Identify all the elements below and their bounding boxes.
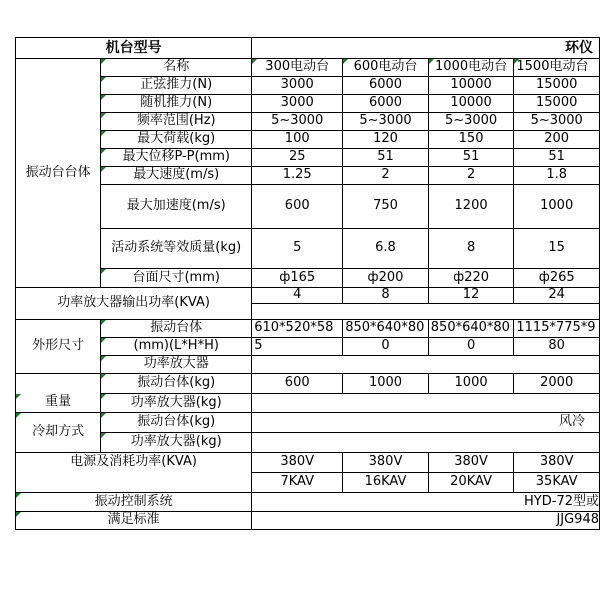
model-1000: 1000电动台: [428, 59, 514, 77]
group-dims: 外形尺寸: [16, 320, 101, 374]
mass-value: 5: [252, 229, 343, 269]
row-label-table: 台面尺寸(mm): [101, 269, 252, 288]
sine-value: 15000: [514, 77, 600, 95]
vel-value: 2: [343, 167, 429, 185]
name-row: [16, 59, 600, 77]
dim-value: 1115*775*9: [514, 320, 600, 338]
table-value: ф200: [343, 269, 429, 288]
controller-value: HYD-72型或: [252, 493, 600, 512]
disp-value: 51: [428, 149, 514, 167]
dim-value-2: 80: [514, 338, 600, 356]
vel-row: [16, 167, 600, 185]
dim-value-2: 0: [343, 338, 429, 356]
w-shaker-value: 600: [252, 374, 343, 394]
table-value: ф265: [514, 269, 600, 288]
table-value: ф165: [252, 269, 343, 288]
disp-value: 25: [252, 149, 343, 167]
group-power: 电源及消耗功率(KVA): [16, 453, 252, 493]
row-label-freq: 频率范围(Hz): [101, 113, 252, 131]
amp-value: 24: [514, 288, 600, 304]
row-label-load: 最大荷载(kg): [101, 131, 252, 149]
w-amp-blank: [252, 394, 600, 413]
mass-row: [16, 229, 600, 269]
row-label-vel: 最大速度(m/s): [101, 167, 252, 185]
row-label-disp: 最大位移P-P(mm): [101, 149, 252, 167]
disp-value: 51: [343, 149, 429, 167]
weight-amp-row: [16, 394, 600, 413]
model-1500: 1500电动台: [514, 59, 600, 77]
group-shaker: 振动台台体: [16, 59, 101, 288]
mass-value: 6.8: [343, 229, 429, 269]
power-kva: 35KAV: [514, 473, 600, 493]
freq-value: 5~3000: [343, 113, 429, 131]
mass-value: 15: [514, 229, 600, 269]
dim-amp-blank: [252, 356, 600, 374]
c-shaker-label: 振动台体(kg): [101, 413, 252, 433]
power-volt: 380V: [343, 453, 429, 473]
load-value: 120: [343, 131, 429, 149]
acc-value: 1000: [514, 185, 600, 229]
cooling-value: 风冷: [252, 413, 600, 433]
w-shaker-value: 1000: [428, 374, 514, 394]
load-value: 100: [252, 131, 343, 149]
group-weight-spacer: [16, 374, 101, 394]
dim-value: 850*640*80: [428, 320, 514, 338]
power-kva: 7KAV: [252, 473, 343, 493]
weight-shaker-row: [16, 374, 600, 394]
disp-value: 51: [514, 149, 600, 167]
random-value: 10000: [428, 95, 514, 113]
load-row: [16, 131, 600, 149]
vel-value: 1.25: [252, 167, 343, 185]
vel-value: 1.8: [514, 167, 600, 185]
freq-value: 5~3000: [428, 113, 514, 131]
random-value: 3000: [252, 95, 343, 113]
acc-value: 750: [343, 185, 429, 229]
c-amp-label: 功率放大器(kg): [101, 433, 252, 453]
dim-value: 610*520*58: [252, 320, 343, 338]
power-volt: 380V: [252, 453, 343, 473]
row-label-sine: 正弦推力(N): [101, 77, 252, 95]
model-300: 300电动台: [252, 59, 343, 77]
freq-value: 5~3000: [252, 113, 343, 131]
standard-row: [16, 512, 600, 530]
random-value: 15000: [514, 95, 600, 113]
series-header: 环仪: [252, 38, 600, 59]
w-shaker-value: 2000: [514, 374, 600, 394]
power-volt: 380V: [428, 453, 514, 473]
sine-row: [16, 77, 600, 95]
mass-value: 8: [428, 229, 514, 269]
dim-amp-label: 功率放大器: [101, 356, 252, 374]
cool-shaker-row: [16, 413, 600, 433]
amp-blank: [252, 304, 600, 320]
spec-table: [15, 37, 600, 530]
dim-value-2: 0: [428, 338, 514, 356]
w-amp-label: 功率放大器(kg): [101, 394, 252, 413]
vel-value: 2: [428, 167, 514, 185]
acc-row: [16, 185, 600, 229]
standard-value: JJG948: [252, 512, 600, 530]
table-size-row: [16, 269, 600, 288]
acc-value: 600: [252, 185, 343, 229]
power-kva: 16KAV: [343, 473, 429, 493]
dim-value-2: 5: [252, 338, 343, 356]
model-label: 机台型号: [16, 38, 252, 59]
dims-row-mid: [16, 338, 600, 356]
group-controller: 振动控制系统: [16, 493, 252, 512]
acc-value: 1200: [428, 185, 514, 229]
random-value: 6000: [343, 95, 429, 113]
group-standard: 满足标准: [16, 512, 252, 530]
row-label-acc: 最大加速度(m/s): [101, 185, 252, 229]
power-volt: 380V: [514, 453, 600, 473]
random-row: [16, 95, 600, 113]
group-amp-output: 功率放大器输出功率(KVA): [16, 288, 252, 320]
amp-value: 4: [252, 288, 343, 304]
dims-row-amp: [16, 356, 600, 374]
amp-row-a: [16, 288, 600, 304]
group-cooling: 冷却方式: [16, 413, 101, 453]
row-label-random: 随机推力(N): [101, 95, 252, 113]
c-amp-blank: [252, 433, 600, 453]
header-row: [16, 38, 600, 59]
controller-row: [16, 493, 600, 512]
disp-row: [16, 149, 600, 167]
sine-value: 10000: [428, 77, 514, 95]
amp-value: 12: [428, 288, 514, 304]
model-600: 600电动台: [343, 59, 429, 77]
dim-shaker-label: 振动台体: [101, 320, 252, 338]
cool-amp-row: [16, 433, 600, 453]
sine-value: 3000: [252, 77, 343, 95]
w-shaker-label: 振动台体(kg): [101, 374, 252, 394]
power-kva: 20KAV: [428, 473, 514, 493]
load-value: 150: [428, 131, 514, 149]
freq-value: 5~3000: [514, 113, 600, 131]
sine-value: 6000: [343, 77, 429, 95]
freq-row: [16, 113, 600, 131]
row-label-mass: 活动系统等效质量(kg): [101, 229, 252, 269]
dim-shaker-unit: (mm)(L*H*H): [101, 338, 252, 356]
load-value: 200: [514, 131, 600, 149]
row-label-name: 名称: [101, 59, 252, 77]
dim-value: 850*640*80: [343, 320, 429, 338]
table-value: ф220: [428, 269, 514, 288]
amp-value: 8: [343, 288, 429, 304]
dims-row-top: [16, 320, 600, 338]
power-row-a: [16, 453, 600, 473]
w-shaker-value: 1000: [343, 374, 429, 394]
group-weight: 重量: [16, 394, 101, 413]
